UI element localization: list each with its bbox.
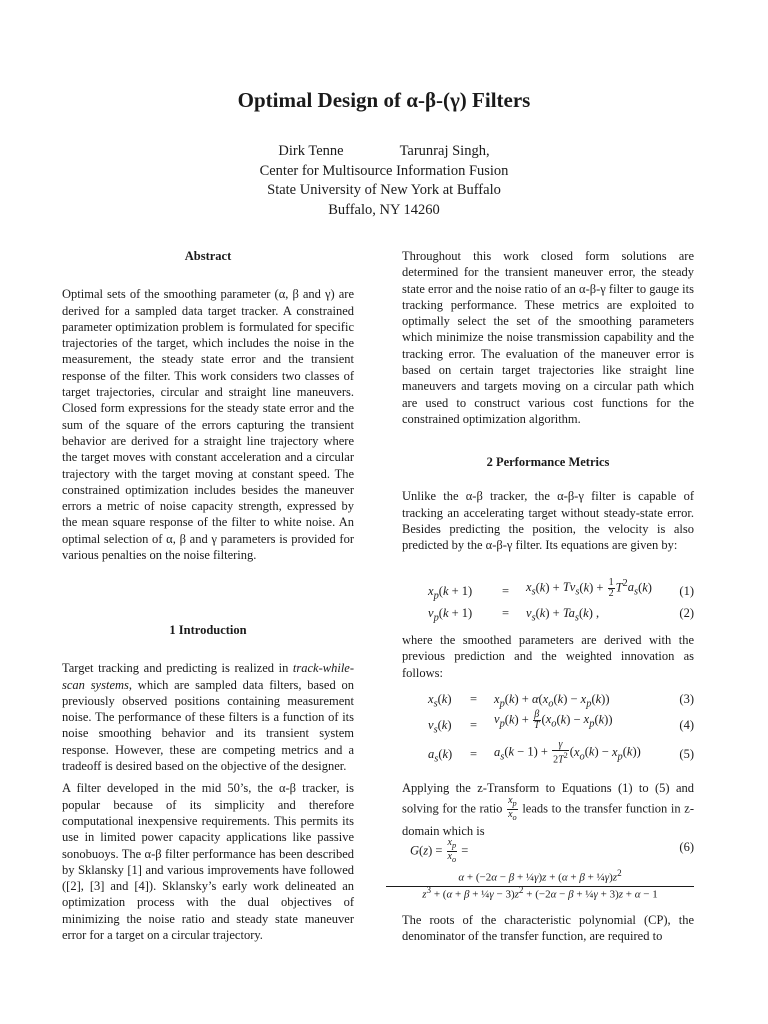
paper-title: Optimal Design of α-β-(γ) Filters: [237, 88, 531, 112]
abstract-section: [62, 248, 354, 563]
affiliation: Buffalo, NY 14260: [328, 201, 440, 218]
affiliation: Center for Multisource Information Fusion: [259, 162, 509, 179]
equation-3-5: $x_s(k)$ = $x_p(k) + \alpha(x_o(k) - x_p(k))$ (3) $v_s(k)$ = $v_p(k)$ + $\frac{\beta}{T}$ $(x_o(k) - x_p(k))$ (4) $a_s(k)$ = $a_s(k - 1)$ + $\frac{\gamma}{2T^2}$ $(x_o(k) - x_p(k))$ (5): [428, 692, 694, 766]
author-block: [0, 142, 768, 220]
section-heading: 2 Performance Metrics: [486, 455, 610, 469]
introduction-section: [62, 622, 354, 943]
right-column-text: [402, 248, 694, 427]
paragraph-block: [402, 780, 694, 840]
affiliation: State University of New York at Buffalo: [267, 182, 501, 198]
paragraph-block: [402, 632, 694, 681]
intro-heading: 1 Introduction: [169, 623, 247, 637]
equation-6: G(z) = $\frac{x_p}{x_o}$ = (6) α + (−2α − β + ¼γ)z + $(\alpha + \beta + \frac{1}{4}\gamma)z^2$ $z^3 + (\alpha + \beta$ + ¼γ − $3)z^2 + (-2\alpha - \beta$ + ¼γ + 3)z + α − 1: [386, 838, 694, 898]
paragraph: where the smoothed parameters are derived with the previous prediction and the weighted innovation as follows:: [402, 633, 694, 680]
paragraph: Applying the z-Transform to Equations (1) to (5) and solving for the ratio $\frac{x_p}{x_o}$ leads to the transfer function in z-domain which is: [402, 781, 694, 839]
author-name: Tarunraj Singh,: [399, 143, 490, 159]
paragraph: The roots of the characteristic polynomial (CP), the denominator of the transfer function, are required to: [402, 913, 694, 944]
equation-1-2: $x_p(k + 1)$ = $x_s(k) + Tv_s(k)$ + $\frac{1}{2}$ $T^2a_s(k)$ (1) $v_p(k + 1)$ = $v_s(k) + Ta_s(k)$ , (2): [428, 577, 694, 624]
paragraph: Throughout this work closed form solutions are determined for the transient maneuver error, the steady state error and the noise ratio of an α-β-γ filter to gauge its tracking performance. These metrics are exploited to optimally select the set of the smoothing parameters which minimize the noise transmission capability and the tracking error. The evaluation of the maneuver error is based on certain target trajectories like straight line maneuvers and targets moving on a circular path which are used to construct various cost functions for the constrained optimization algorithm.: [402, 249, 694, 426]
abstract-text: Optimal sets of the smoothing parameter (α, β and γ) are derived for a sampled data target tracker. A constrained parameter optimization problem is formulated for specific trajectories of the target, which includes the noise in the measurement, the steady state error and the transient response of the filter. This work considers two classes of target trajectories, circular and straight line maneuvers. Closed form expressions for the steady state error and the sum of the square of the errors capturing the transient behavior are derived for a straight line trajectory where the target moves with constant acceleration and a circular trajectory with the target moving at constant speed. The constrained optimization includes besides the maneuver errors a metric of noise capacity strength, expressed by the mean square response of the filter to white noise. An optimal selection of α, β and γ parameters is provided for various penalties on the noise filtering.: [62, 287, 354, 563]
author-name: Dirk Tenne: [278, 143, 344, 159]
intro-paragraph-2: A filter developed in the mid 50’s, the α-β tracker, is popular because of its simplicity and therefore computational inexpensive requirements. This permits its use in limited power capacity applications like passive sonobuoys. The α-β filter performance has been described by Sklansky [1] and various improvements have followed ([2], [3] and [4]). Sklansky’s early work delineated an optimization process with the dual objectives of minimizing the noise ratio and steady state maneuver error for a target on a circular trajectory.: [62, 781, 354, 943]
abstract-heading: Abstract: [184, 249, 232, 263]
intro-paragraph-1: Target tracking and predicting is realized in track-while-scan systems, which are sampled data filters, based on previously observed positions containing measurement noise. The performance of these filters is a function of its noise smoothing behavior and its transient system response. However, these are competing metrics and a tradeoff is desired based on the objective of the designer.: [62, 661, 354, 774]
paragraph: Unlike the α-β tracker, the α-β-γ filter is capable of tracking an accelerating target without steady-state error. Besides predicting the position, the velocity is also predicted by the α-β-γ filter. Its equations are given by:: [402, 489, 694, 553]
paragraph-block: [402, 912, 694, 945]
performance-section: [402, 454, 694, 553]
